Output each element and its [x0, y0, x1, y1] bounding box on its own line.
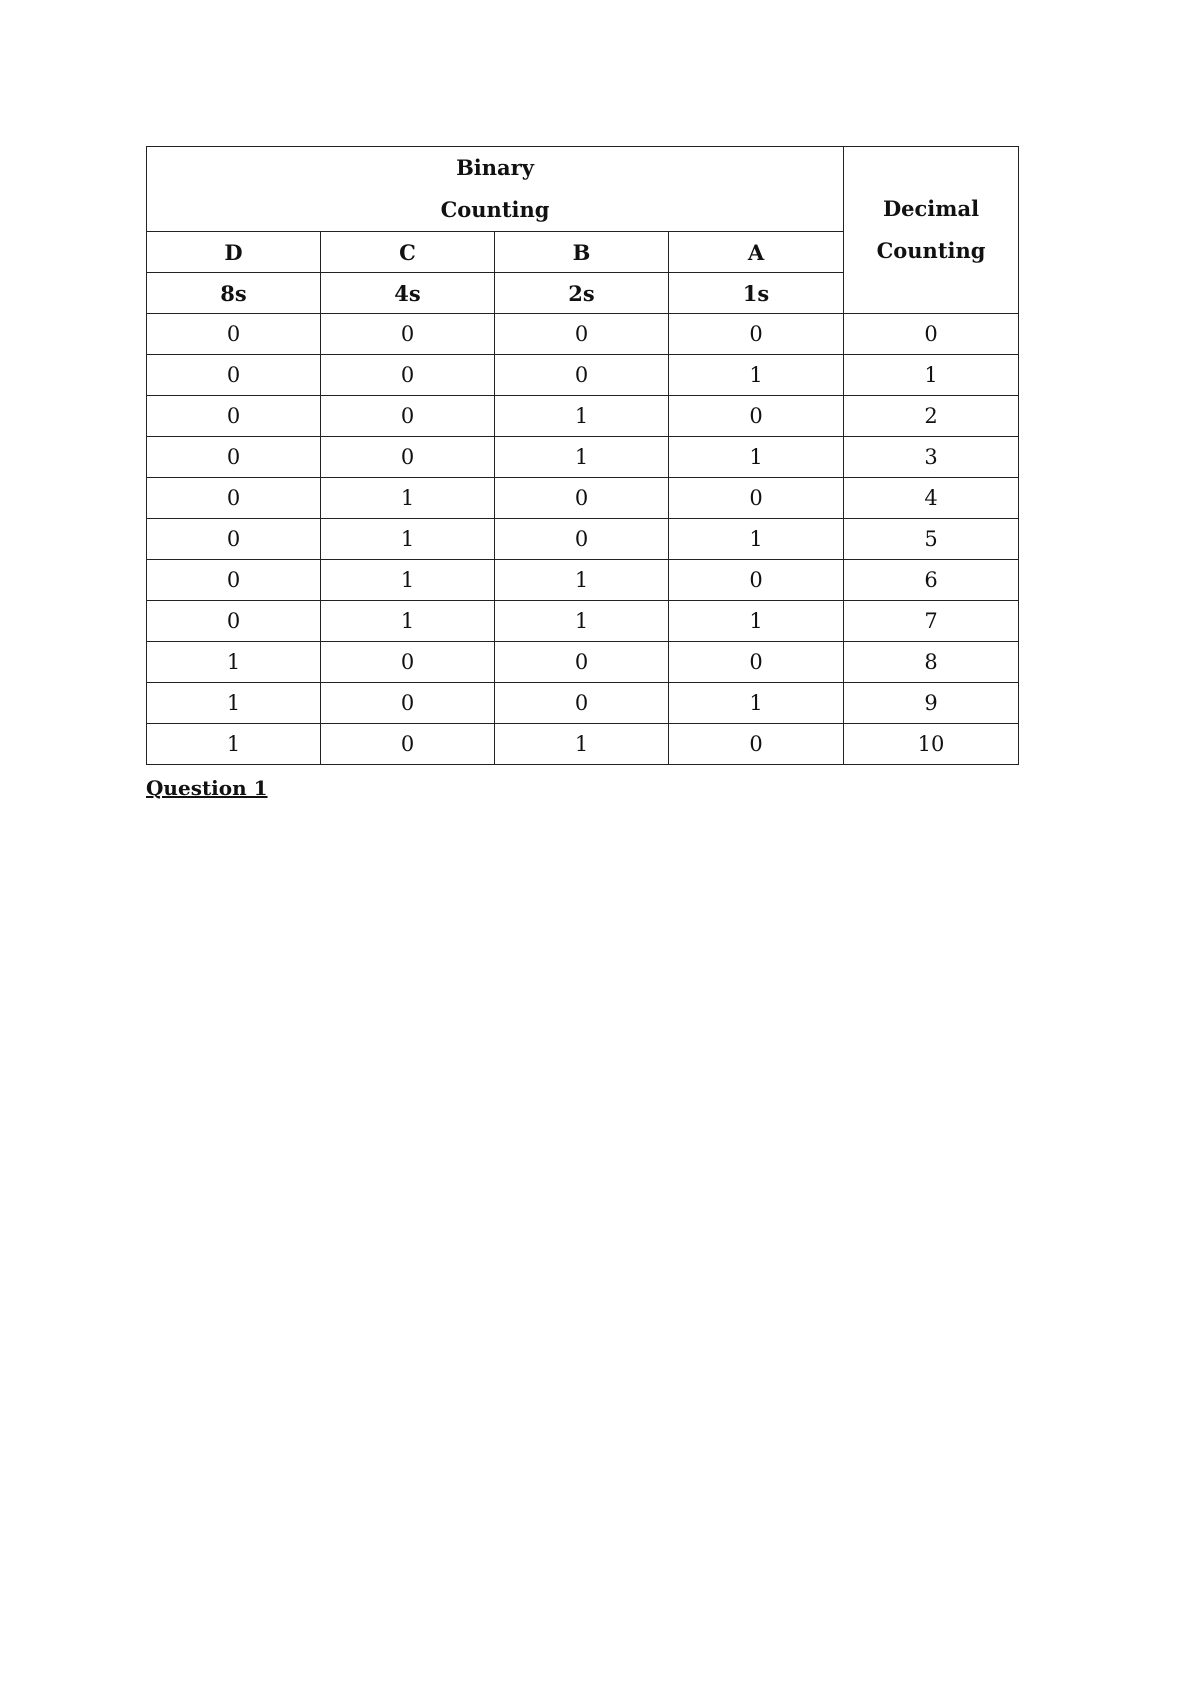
- bit-d-cell: 0: [147, 355, 321, 396]
- bit-a-cell: 0: [669, 724, 844, 765]
- bit-b-cell: 0: [495, 683, 669, 724]
- decimal-cell: 1: [844, 355, 1019, 396]
- table-row: [147, 355, 1019, 396]
- bit-a-cell: 1: [669, 683, 844, 724]
- bit-a-cell: 0: [669, 314, 844, 355]
- bit-c-cell: 0: [321, 396, 495, 437]
- decimal-cell: 10: [844, 724, 1019, 765]
- decimal-cell: 8: [844, 642, 1019, 683]
- bit-b-cell: 0: [495, 314, 669, 355]
- table-body: [147, 314, 1019, 765]
- bit-a-cell: 1: [669, 437, 844, 478]
- bit-b-cell: 1: [495, 560, 669, 601]
- bit-c-cell: 0: [321, 683, 495, 724]
- bit-d-cell: 0: [147, 478, 321, 519]
- bit-weight-1s: 1s: [669, 273, 844, 314]
- table-row: [147, 642, 1019, 683]
- bit-d-cell: 0: [147, 396, 321, 437]
- bit-c-cell: 0: [321, 724, 495, 765]
- table-row: [147, 724, 1019, 765]
- bit-b-cell: 0: [495, 519, 669, 560]
- bit-d-cell: 1: [147, 724, 321, 765]
- table-row: [147, 314, 1019, 355]
- bit-b-cell: 0: [495, 355, 669, 396]
- decimal-cell: 0: [844, 314, 1019, 355]
- decimal-cell: 2: [844, 396, 1019, 437]
- decimal-cell: 9: [844, 683, 1019, 724]
- table-row: [147, 519, 1019, 560]
- bit-a-cell: 1: [669, 355, 844, 396]
- bit-weight-8s: 8s: [147, 273, 321, 314]
- bit-letter-d: D: [147, 232, 321, 273]
- bit-b-cell: 1: [495, 437, 669, 478]
- bit-d-cell: 0: [147, 560, 321, 601]
- bit-d-cell: 1: [147, 642, 321, 683]
- bit-weight-2s: 2s: [495, 273, 669, 314]
- bit-c-cell: 1: [321, 519, 495, 560]
- bit-c-cell: 0: [321, 437, 495, 478]
- bit-b-cell: 1: [495, 601, 669, 642]
- bit-weight-4s: 4s: [321, 273, 495, 314]
- bit-a-cell: 1: [669, 519, 844, 560]
- table-row: [147, 683, 1019, 724]
- bit-b-cell: 0: [495, 478, 669, 519]
- table-row: [147, 478, 1019, 519]
- decimal-header-line2: Counting: [876, 238, 986, 263]
- bit-a-cell: 0: [669, 396, 844, 437]
- bit-b-cell: 0: [495, 642, 669, 683]
- table-row: [147, 601, 1019, 642]
- bit-b-cell: 1: [495, 724, 669, 765]
- bit-a-cell: 1: [669, 601, 844, 642]
- table-row: [147, 396, 1019, 437]
- bit-c-cell: 0: [321, 642, 495, 683]
- bit-a-cell: 0: [669, 642, 844, 683]
- table-row: [147, 560, 1019, 601]
- bit-letter-c: C: [321, 232, 495, 273]
- bit-c-cell: 1: [321, 601, 495, 642]
- bit-c-cell: 1: [321, 478, 495, 519]
- bit-letter-a: A: [669, 232, 844, 273]
- decimal-header-line1: Decimal: [882, 196, 980, 221]
- decimal-cell: 5: [844, 519, 1019, 560]
- bit-c-cell: 1: [321, 560, 495, 601]
- binary-decimal-table: [146, 146, 1019, 765]
- decimal-cell: 6: [844, 560, 1019, 601]
- bit-a-cell: 0: [669, 478, 844, 519]
- bit-c-cell: 0: [321, 355, 495, 396]
- decimal-counting-header: [844, 147, 1019, 314]
- decimal-cell: 7: [844, 601, 1019, 642]
- table-row: [147, 437, 1019, 478]
- bit-d-cell: 0: [147, 519, 321, 560]
- bit-d-cell: 0: [147, 437, 321, 478]
- bit-letter-b: B: [495, 232, 669, 273]
- bit-a-cell: 0: [669, 560, 844, 601]
- bit-b-cell: 1: [495, 396, 669, 437]
- decimal-cell: 3: [844, 437, 1019, 478]
- binary-header-line2: Counting: [440, 197, 550, 222]
- binary-header-line1: Binary: [456, 155, 534, 180]
- bit-c-cell: 0: [321, 314, 495, 355]
- bit-d-cell: 1: [147, 683, 321, 724]
- bit-d-cell: 0: [147, 601, 321, 642]
- binary-counting-header: [147, 147, 844, 232]
- question-label: Question 1: [146, 776, 268, 800]
- decimal-cell: 4: [844, 478, 1019, 519]
- bit-d-cell: 0: [147, 314, 321, 355]
